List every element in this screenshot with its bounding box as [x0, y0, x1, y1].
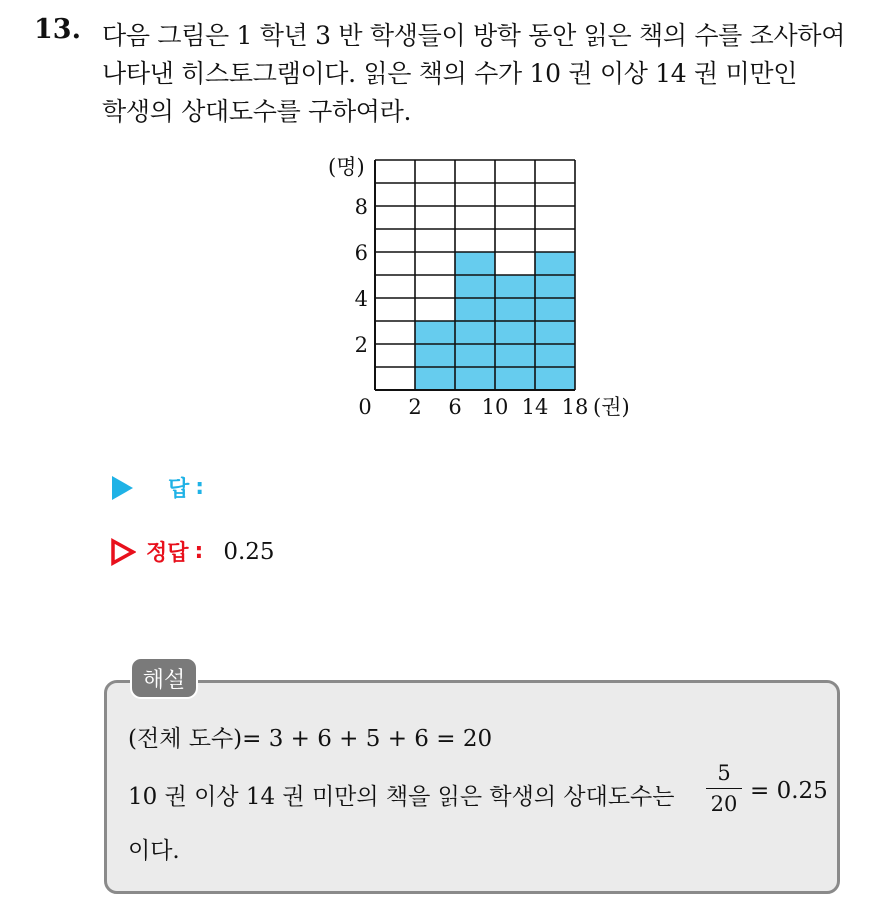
histogram-bar-10-14 — [495, 275, 535, 390]
x-tick-labels — [358, 395, 588, 419]
question-text-line-3: 학생의 상대도수를 구하여라. — [102, 97, 412, 126]
x-tick-label-18: 18 — [561, 395, 589, 419]
question-text-line-1: 다음 그림은 1 학년 3 반 학생들이 방학 동안 읽은 책의 수를 조사하여 — [102, 21, 846, 50]
fraction-bar — [706, 788, 742, 789]
x-tick-label-2: 2 — [408, 395, 422, 419]
explanation-tag: 해설 — [130, 657, 198, 699]
fraction-denominator: 20 — [710, 792, 738, 816]
y-tick-labels — [355, 195, 368, 357]
answer-label: 답 — [168, 477, 190, 502]
answer-row — [110, 472, 204, 503]
answer-colon: : — [195, 475, 205, 500]
play-triangle-icon — [110, 475, 134, 501]
correct-answer-label: 정답 — [146, 541, 189, 566]
histogram-chart — [320, 148, 660, 428]
explanation-line-1: (전체 도수)= 3 + 6 + 5 + 6 = 20 — [128, 726, 493, 752]
histogram-bar-2-6 — [415, 321, 455, 390]
correct-answer-row — [110, 536, 275, 567]
y-tick-label-6: 6 — [354, 241, 368, 265]
x-tick-label-6: 6 — [448, 395, 462, 419]
correct-answer-colon: : — [194, 539, 204, 564]
fraction-result: = 0.25 — [750, 778, 828, 804]
x-tick-label-14: 14 — [521, 395, 549, 419]
question-number: 13. — [34, 14, 81, 45]
y-tick-label-8: 8 — [354, 195, 368, 219]
fraction — [706, 761, 742, 816]
correct-answer-value: 0.25 — [223, 538, 275, 565]
x-axis-unit-label: (권) — [593, 395, 630, 419]
y-tick-label-4: 4 — [354, 287, 368, 311]
explanation-line-2: 10 권 이상 14 권 미만의 책을 읽은 학생의 상대도수는 — [128, 784, 675, 810]
x-tick-label-10: 10 — [481, 395, 509, 419]
outline-triangle-icon — [110, 538, 136, 566]
explanation-line-3: 이다. — [128, 838, 180, 864]
y-axis-unit-label: (명) — [328, 155, 365, 179]
x-tick-label-0: 0 — [358, 395, 372, 419]
y-tick-label-2: 2 — [354, 333, 368, 357]
question-text-line-2: 나타낸 히스토그램이다. 읽은 책의 수가 10 권 이상 14 권 미만인 — [102, 59, 798, 88]
fraction-numerator: 5 — [717, 761, 731, 785]
